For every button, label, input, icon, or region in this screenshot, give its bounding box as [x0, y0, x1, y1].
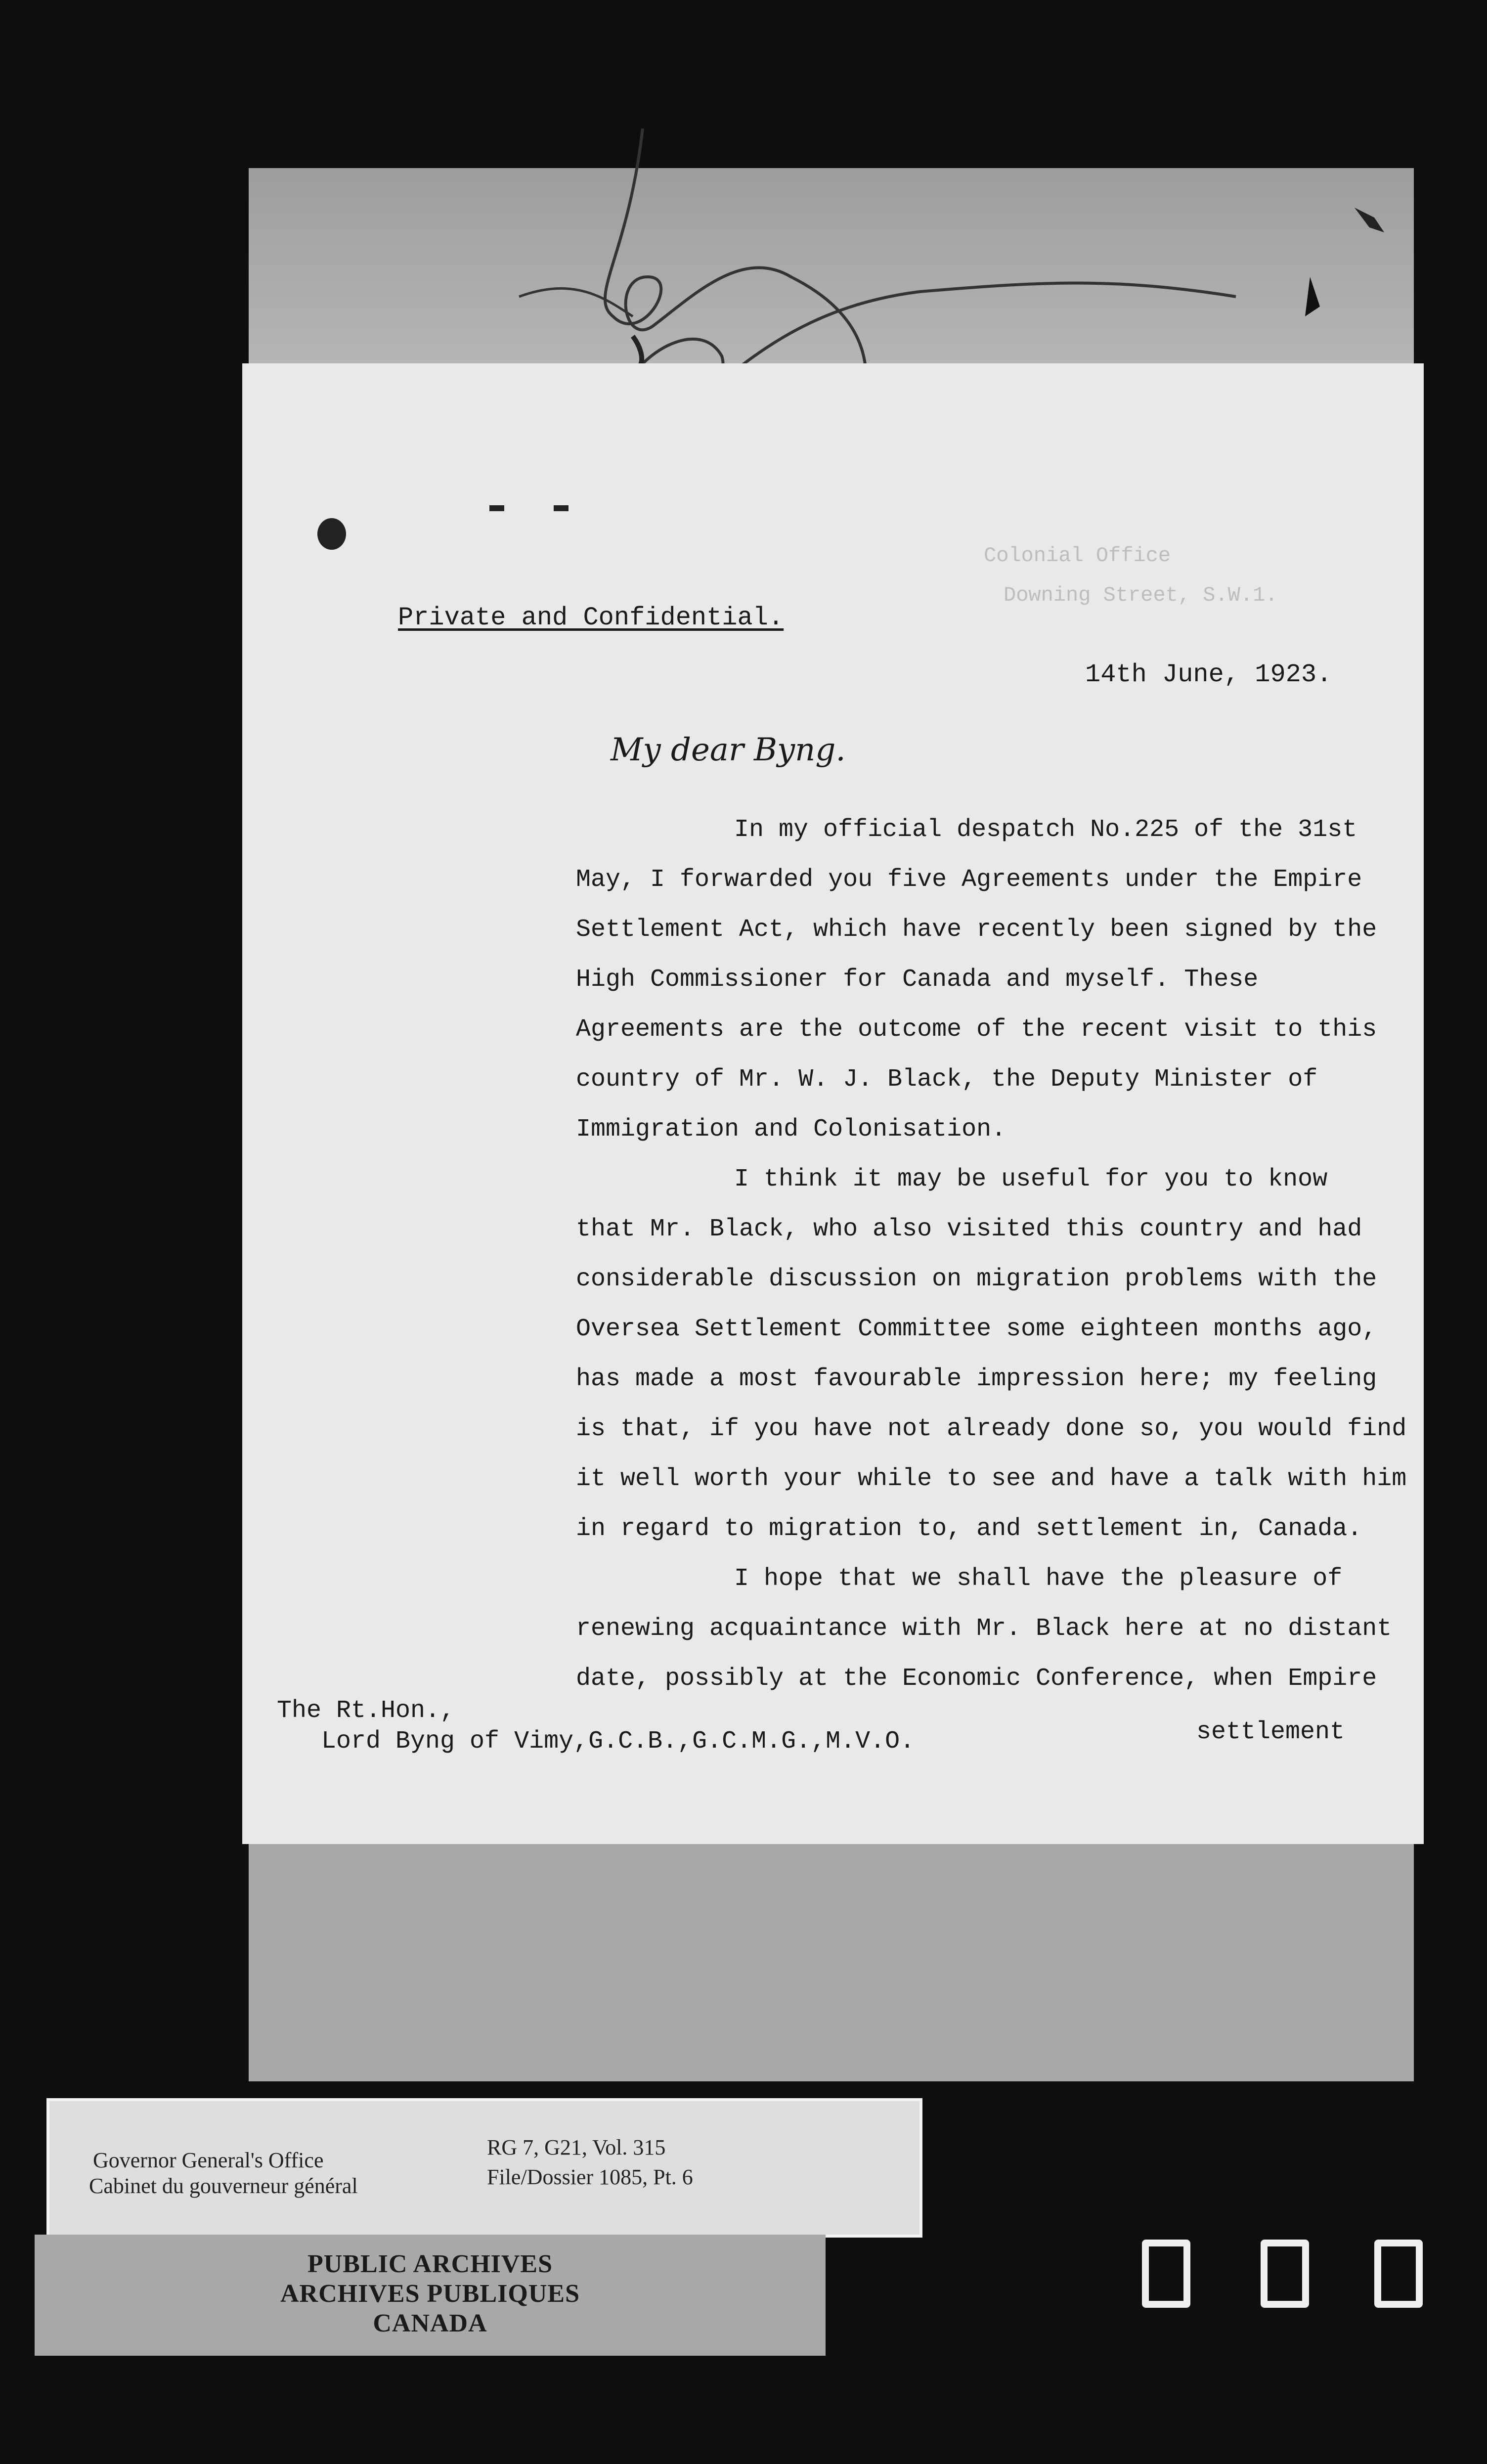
punch-hole [317, 518, 346, 550]
record-group-reference: RG 7, G21, Vol. 315 [487, 2135, 666, 2159]
body-line: has made a most favourable impression here; my feeling [576, 1365, 1377, 1393]
frame-counter [1142, 2240, 1439, 2319]
counter-digit [1142, 2240, 1190, 2308]
file-reference: File/Dossier 1085, Pt. 6 [487, 2165, 693, 2189]
body-line: country of Mr. W. J. Black, the Deputy Minister of [576, 1065, 1318, 1094]
letterhead-line-2: Downing Street, S.W.1. [1004, 583, 1278, 607]
mark-dash [554, 505, 569, 511]
archive-reference-label [49, 2101, 919, 2235]
counter-digit [1374, 2240, 1423, 2308]
body-line: it well worth your while to see and have a talk with him [576, 1465, 1407, 1493]
body-line: Immigration and Colonisation. [576, 1115, 1006, 1144]
archives-french: ARCHIVES PUBLIQUES [280, 2280, 580, 2308]
mark-dash [489, 505, 504, 511]
body-line: Oversea Settlement Committee some eighteen months ago, [576, 1315, 1377, 1343]
catchword: settlement [1196, 1718, 1345, 1746]
body-line: High Commissioner for Canada and myself. These [576, 966, 1259, 994]
counter-digit [1261, 2240, 1309, 2308]
body-line: Agreements are the outcome of the recent visit to this [576, 1015, 1377, 1044]
handwritten-salutation: My dear Byng. [611, 732, 846, 768]
body-line: May, I forwarded you five Agreements under the Empire [576, 866, 1362, 894]
body-line: Settlement Act, which have recently been signed by the [576, 916, 1377, 944]
letterhead-line-1: Colonial Office [984, 544, 1171, 568]
body-line: considerable discussion on migration problems with the [576, 1265, 1377, 1293]
office-english: Governor General's Office [93, 2148, 324, 2172]
recipient-line-1: The Rt.Hon., [277, 1697, 455, 1725]
body-line: that Mr. Black, who also visited this country and had [576, 1215, 1362, 1243]
archives-stamp [35, 2235, 826, 2356]
letter-date: 14th June, 1923. [1085, 660, 1332, 689]
body-line: I hope that we shall have the pleasure of [734, 1565, 1343, 1593]
body-line: In my official despatch No.225 of the 31st [734, 816, 1357, 844]
body-line: date, possibly at the Economic Conference, when Empire [576, 1665, 1377, 1693]
body-line: I think it may be useful for you to know [734, 1165, 1328, 1193]
office-french: Cabinet du gouverneur général [89, 2174, 358, 2198]
recipient-block [277, 1696, 915, 1757]
letter-body [576, 805, 1406, 1704]
recipient-line-2: Lord Byng of Vimy,G.C.B.,G.C.M.G.,M.V.O. [321, 1727, 915, 1756]
body-line: is that, if you have not already done so, you would find [576, 1415, 1407, 1443]
body-line: in regard to migration to, and settlement in, Canada. [576, 1515, 1362, 1543]
archives-country: CANADA [373, 2309, 487, 2337]
body-line: renewing acquaintance with Mr. Black here at no distant [576, 1615, 1392, 1643]
archives-english: PUBLIC ARCHIVES [307, 2250, 553, 2278]
letter-heading: Private and Confidential. [398, 603, 784, 632]
